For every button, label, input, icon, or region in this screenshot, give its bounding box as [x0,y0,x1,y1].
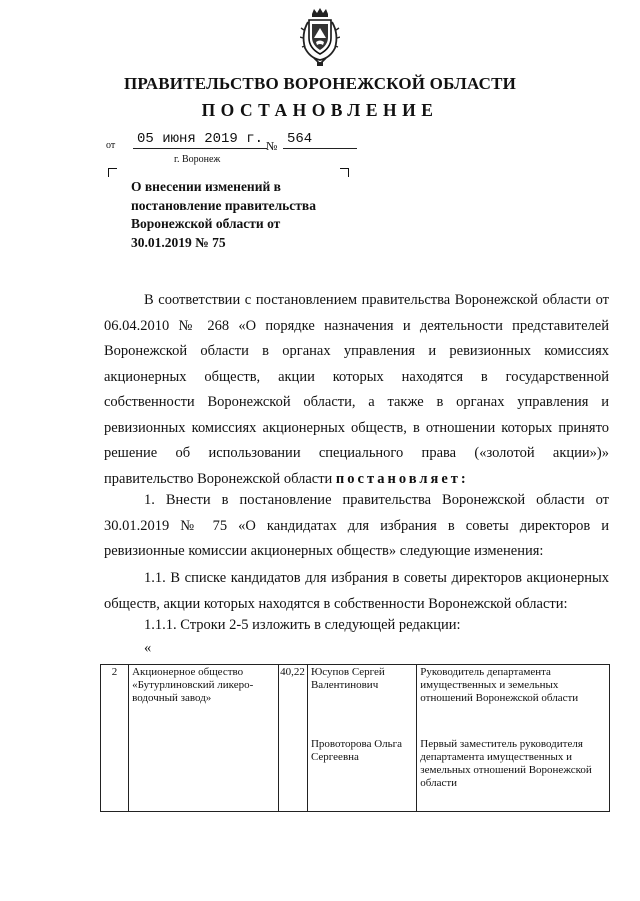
company-name: Акционерное общество «Бутурлиновский ликеро-водочный завод» [129,665,279,812]
document-date: 05 июня 2019 г. [133,131,267,149]
organization-title: ПРАВИТЕЛЬСТВО ВОРОНЕЖСКОЙ ОБЛАСТИ [123,74,517,93]
number-label: № [266,139,278,153]
subject-corner-left [108,168,117,177]
subject-corner-right [340,168,349,177]
share-percent: 40,22 [279,665,308,812]
item-1-paragraph: 1. Внести в постановление правительства Воронежской области от 30.01.2019 № 75 «О кандидатах для избрания в советы директоров и ревизионные комиссии акционерных обществ» следующие изменения: [104,492,609,559]
city-label: г. Воронеж [174,154,221,165]
candidate-position: Руководитель департамента имущественных и земельных отношений Воронежской области [420,666,579,704]
preamble-text: В соответствии с постановлением правительства Воронежской области от 06.04.2010 № 268 «О порядке назначения и деятельности представителей Воронежской области в органах управления и ревизионных комиссиях акционерных обществ, акции которых находятся в государственной собственности Воронежской области, а также в органах управления и ревизионных комиссиях акционерных обществ, в отношении которых принято решение об использовании специального права («золотой акции»)» правительство Воронежской области [104,292,609,487]
item-1-1-1-paragraph: 1.1.1. Строки 2-5 изложить в следующей редакции: [144,617,461,633]
preamble-paragraph [104,288,609,492]
candidate-names-cell [307,665,416,812]
candidate-name: Юсупов Сергей Валентинович [310,666,385,691]
opening-quote: « [144,640,152,656]
document-subject: О внесении изменений в постановление правительства Воронежской области от 30.01.2019 № 75 [131,179,316,250]
item-1-1-paragraph: 1.1. В списке кандидатов для избрания в советы директоров акционерных обществ, акции которых находятся в собственности Воронежской области: [104,570,609,612]
candidate-positions-cell [417,665,610,812]
date-from-label: от [106,140,116,151]
document-type: ПОСТАНОВЛЕНИЕ [201,100,439,120]
row-number: 2 [101,665,129,812]
table-row [101,665,610,812]
document-number: 564 [283,131,357,149]
candidate-position: Первый заместитель руководителя департамента имущественных и земельных отношений Воронежской области [420,738,592,789]
coat-of-arms-icon [300,8,340,68]
candidate-name: Провоторова Ольга Сергеевна [310,738,403,763]
resolves-word: постановляет: [335,470,469,487]
candidates-table [100,664,610,812]
